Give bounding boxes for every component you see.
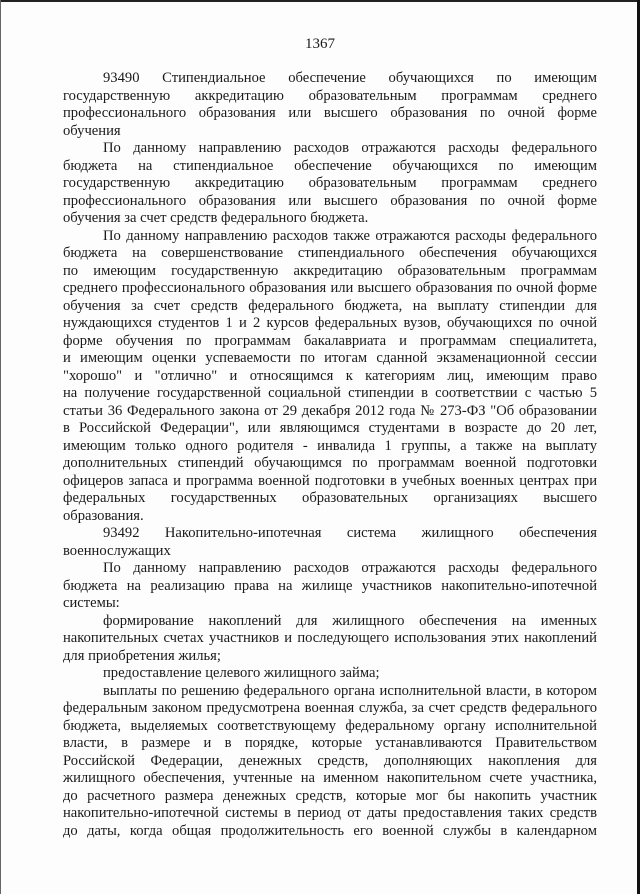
text-line: жилищного обеспечения, учтенные на именном накопительном счете участника, xyxy=(63,770,597,786)
text-line: "хорошо" и "отлично" и относящимся к категориям лиц, имеющим право xyxy=(63,367,597,384)
text-line: 93490 Стипендиальное обеспечение обучающихся по имеющим xyxy=(103,70,597,86)
text-line: системы: xyxy=(63,595,120,611)
text-line: выплаты по решению федерального органа исполнительной власти, в котором xyxy=(103,682,597,699)
text-line: предоставление целевого жилищного займа; xyxy=(103,665,380,681)
text-line: Российской Федерации, денежных средств, дополняющих накопления для xyxy=(63,752,597,769)
text-line: обучения за счет средств федерального бюджета, на выплату стипендии для xyxy=(63,297,597,314)
text-line: бюджета на совершенствование стипендиального обеспечения обучающихся xyxy=(63,245,597,261)
scan-edge-left xyxy=(0,0,1,894)
text-line: офицеров запаса и программа военной подготовки в учебных военных центрах при xyxy=(63,472,597,489)
text-line: накопительных счетах участников и последующего использования этих накоплений xyxy=(63,630,597,646)
text-line: и имеющим оценки успеваемости по итогам сданной экзаменационной сессии xyxy=(63,350,597,366)
text-line: среднего профессионального образования или высшего образования по очной форме xyxy=(63,280,597,296)
text-line: дополнительных стипендий обучающимся по программам военной подготовки xyxy=(63,455,597,471)
text-line: федеральным законом предусмотрена военная служба, за счет средств федерального xyxy=(63,700,597,716)
scan-edge-top xyxy=(0,0,640,2)
text-line: федеральных государственных образовательных организациях высшего xyxy=(63,490,597,506)
text-line: По данному направлению расходов отражаются расходы федерального xyxy=(103,140,597,156)
text-line: государственную аккредитацию образовательным программам среднего xyxy=(63,175,597,191)
text-line: формирование накоплений для жилищного обеспечения на именных xyxy=(103,612,597,629)
text-line: обучения xyxy=(63,122,121,139)
document-body xyxy=(63,70,597,840)
text-line: бюджета на стипендиальное обеспечение обучающихся по имеющим xyxy=(63,157,597,174)
text-line: профессионального образования или высшего образования по очной форме xyxy=(63,192,597,209)
text-line: на получение государственной социальной стипендии в соответствии с частью 5 xyxy=(63,385,597,401)
text-line: обучения за счет средств федерального бюджета. xyxy=(63,210,369,226)
text-line: По данному направлению расходов также отражаются расходы федерального xyxy=(103,227,597,244)
text-line: профессионального образования или высшего образования по очной форме xyxy=(63,105,597,121)
text-line: до даты, когда общая продолжительность его военной службы в календарном xyxy=(63,822,597,839)
text-line: статьи 36 Федерального закона от 29 декабря 2012 года № 273-ФЗ "Об образовании xyxy=(63,402,597,419)
text-line: форме обучения по программам бакалавриата и программам специалитета, xyxy=(63,332,597,349)
text-line: военнослужащих xyxy=(63,542,171,559)
text-line: 93492 Накопительно-ипотечная система жилищного обеспечения xyxy=(103,525,597,541)
text-line: в Российской Федерации", или являющимся студентами в возрасте до 20 лет, xyxy=(63,420,597,436)
text-line: государственную аккредитацию образовательным программам среднего xyxy=(63,87,597,104)
page-number: 1367 xyxy=(305,36,335,52)
text-line: По данному направлению расходов отражаются расходы федерального xyxy=(103,560,597,576)
text-line: нуждающихся студентов 1 и 2 курсов федеральных вузов, обучающихся по очной xyxy=(63,315,597,331)
text-line: для приобретения жилья; xyxy=(63,647,221,664)
text-line: бюджета, выделяемых соответствующему федеральному органу исполнительной xyxy=(63,717,597,734)
text-line: власти, в размере и в порядке, которые устанавливаются Правительством xyxy=(63,735,597,751)
text-line: бюджета на реализацию права на жилище участников накопительно-ипотечной xyxy=(63,577,597,594)
text-line: до расчетного размера денежных средств, которые мог бы накопить участник xyxy=(63,787,597,804)
text-line: имеющим только одного родителя - инвалида 1 группы, а также на выплату xyxy=(63,437,597,454)
text-line: по имеющим государственную аккредитацию образовательным программам xyxy=(63,262,597,279)
text-line: накопительно-ипотечной системы в период от даты предоставления таких средств xyxy=(63,805,597,821)
text-line: образования. xyxy=(63,507,144,524)
